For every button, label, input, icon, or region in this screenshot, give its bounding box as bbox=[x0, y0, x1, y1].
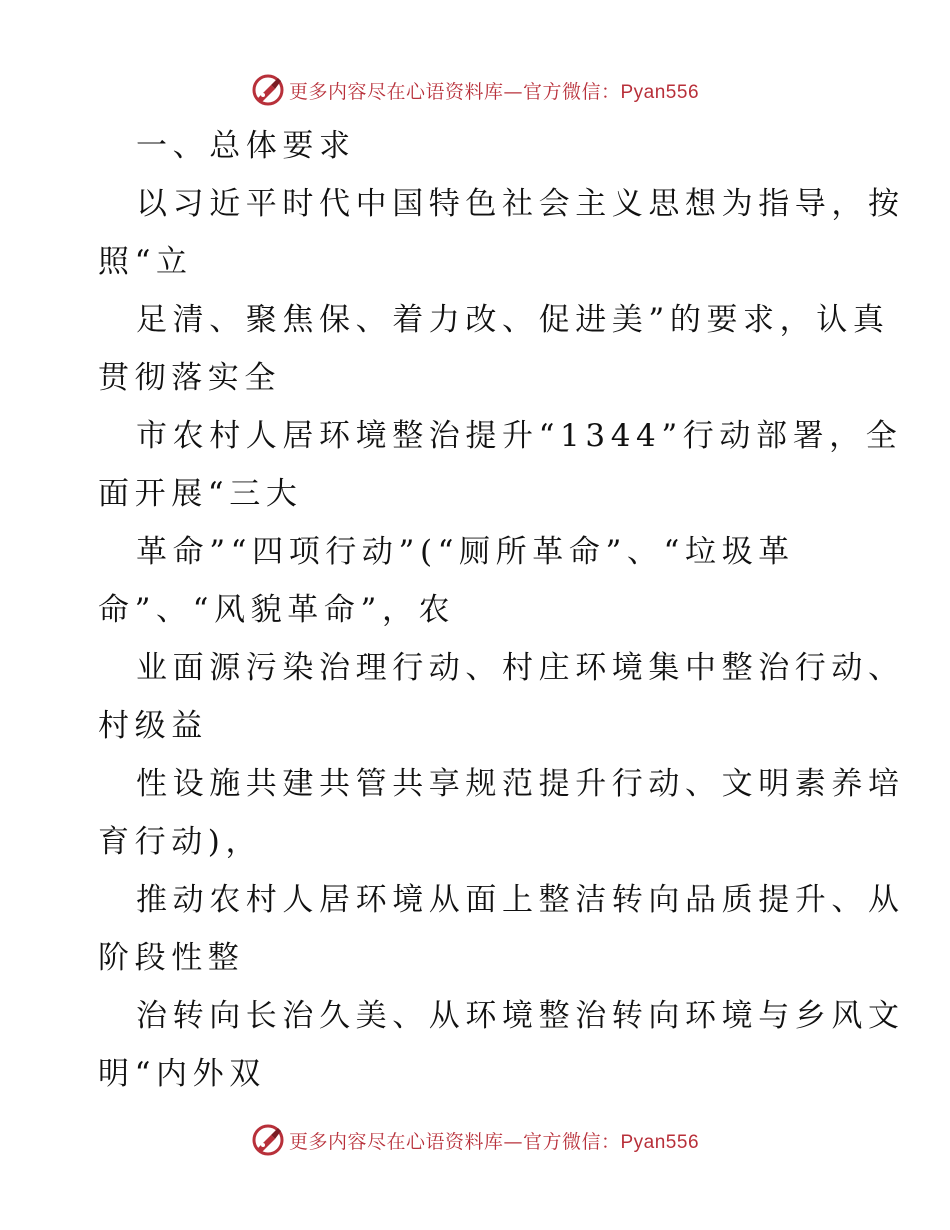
wechat-id: Pyan556 bbox=[620, 1131, 700, 1153]
document-body bbox=[98, 117, 905, 1103]
text-line: 明“内外双 bbox=[98, 1056, 266, 1092]
text-line: 村级益 bbox=[98, 708, 208, 744]
text-line: 业面源污染治理行动、村庄环境集中整治行动、 bbox=[136, 650, 905, 686]
section-heading: 一、总体要求 bbox=[136, 128, 356, 164]
pen-logo-icon bbox=[251, 73, 285, 107]
header-banner bbox=[0, 72, 950, 108]
text-line: 足清、聚焦保、着力改、促进美”的要求，认真 bbox=[136, 302, 890, 338]
text-line: 面开展“三大 bbox=[98, 476, 303, 512]
text-line: 阶段性整 bbox=[98, 940, 245, 976]
text-line: 照“立 bbox=[98, 244, 193, 280]
text-line: 以习近平时代中国特色社会主义思想为指导，按 bbox=[136, 186, 905, 222]
banner-text: 更多内容尽在心语资料库—官方微信：Pyan556 bbox=[288, 80, 700, 103]
text-line: 治转向长治久美、从环境整治转向环境与乡风文 bbox=[136, 998, 905, 1034]
wechat-id: Pyan556 bbox=[620, 81, 700, 103]
text-line: 育行动)， bbox=[98, 824, 263, 860]
text-line: 性设施共建共管共享规范提升行动、文明素养培 bbox=[136, 766, 905, 802]
text-line: 市农村人居环境整治提升“1344”行动部署，全 bbox=[136, 418, 903, 454]
footer-banner bbox=[0, 1122, 950, 1158]
text-line: 命”、“风貌革命”，农 bbox=[98, 592, 456, 628]
pen-logo-icon bbox=[251, 1123, 285, 1157]
text-line: 革命”“四项行动”(“厕所革命”、“垃圾革 bbox=[136, 534, 795, 570]
text-line: 贯彻落实全 bbox=[98, 360, 281, 396]
banner-text: 更多内容尽在心语资料库—官方微信：Pyan556 bbox=[288, 1130, 700, 1153]
text-line: 推动农村人居环境从面上整洁转向品质提升、从 bbox=[136, 882, 905, 918]
